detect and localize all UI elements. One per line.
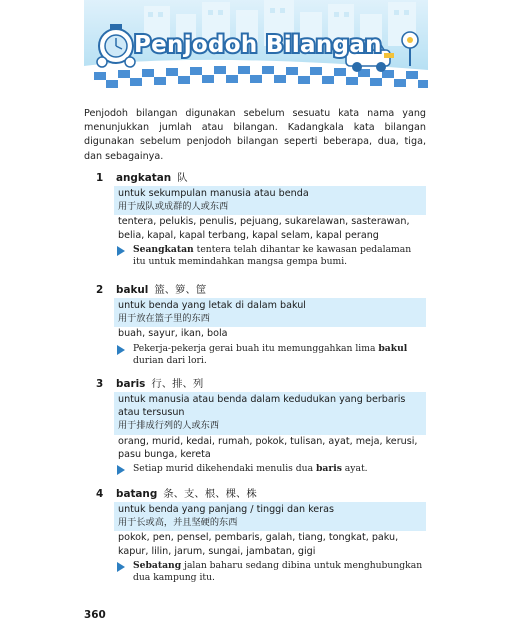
entry-word-row xyxy=(116,376,203,392)
sentence-bold: baris xyxy=(315,463,342,475)
examples: buah, sayur, ikan, bola xyxy=(118,328,228,340)
definition-malay: untuk sekumpulan manusia atau benda xyxy=(118,188,309,199)
definition-chinese: 用于放在篮子里的东西 xyxy=(118,313,210,325)
entry-heading xyxy=(84,282,430,298)
triangle-bullet-icon xyxy=(117,465,125,475)
triangle-bullet-icon xyxy=(117,246,125,256)
example-sentence xyxy=(114,463,426,476)
sentence-text: ayat. xyxy=(341,463,368,475)
entry-word-row xyxy=(116,282,206,298)
sentence-text: jalan baharu sedang dibina untuk menghubungkan dua kampung itu. xyxy=(133,559,423,584)
triangle-bullet-icon xyxy=(117,562,125,572)
title-banner xyxy=(84,0,428,92)
entry-angkatan xyxy=(84,170,430,269)
sentence-text: tentera telah dihantar ke kawasan pedalaman itu untuk memindahkan mangsa gempa bumi. xyxy=(133,243,412,268)
intro-paragraph: Penjodoh bilangan digunakan sebelum sesuatu kata nama yang menunjukkan jumlah atau bilangan. Kadangkala kata bilangan digunakan sebelum penjodoh bilangan seperti beberapa, dua, tiga, dan sebagainya. xyxy=(84,108,426,162)
example-sentence xyxy=(114,343,426,368)
page-title: Penjodoh Bilangan xyxy=(134,32,382,58)
definition-box xyxy=(114,502,426,531)
entry-word: angkatan xyxy=(116,172,172,184)
page-number: 360 xyxy=(84,609,106,621)
entry-chinese: 篮、箩、筐 xyxy=(154,284,207,296)
definition-box xyxy=(114,298,426,327)
entry-number: 1 xyxy=(96,172,104,184)
entry-word: bakul xyxy=(116,284,149,296)
entry-word: batang xyxy=(116,488,158,500)
sentence-text: durian dari lori. xyxy=(133,355,207,367)
examples: tentera, pelukis, penulis, pejuang, sukarelawan, sasterawan, belia, kapal, kapal terbang, kapal selam, kapal perang xyxy=(118,216,410,241)
triangle-bullet-icon xyxy=(117,345,125,355)
entry-word: baris xyxy=(116,378,146,390)
sentence-bold: bakul xyxy=(378,342,408,354)
definition-malay: untuk benda yang letak di dalam bakul xyxy=(118,300,306,311)
entry-chinese: 条、支、根、棵、株 xyxy=(163,488,257,500)
definition-chinese: 用于成队或成群的人或东西 xyxy=(118,201,229,213)
definition-chinese: 用于长或高，并且坚硬的东西 xyxy=(118,517,238,529)
definition-box xyxy=(114,392,426,435)
definition-malay: untuk benda yang panjang / tinggi dan keras xyxy=(118,504,335,515)
entry-number: 2 xyxy=(96,284,104,296)
entry-heading xyxy=(84,376,430,392)
entry-number: 4 xyxy=(96,488,104,500)
definition-box xyxy=(114,186,426,215)
sentence-bold: Sebatang xyxy=(133,559,182,571)
sentence-pre: Setiap murid dikehendaki menulis dua xyxy=(133,463,316,475)
entry-number: 3 xyxy=(96,378,104,390)
examples: pokok, pen, pensel, pembaris, galah, tiang, tongkat, paku, kapur, lilin, jarum, sungai, jambatan, gigi xyxy=(118,532,399,557)
entry-chinese: 队 xyxy=(177,172,188,184)
definition-chinese: 用于排成行列的人或东西 xyxy=(118,420,220,432)
entry-batang xyxy=(84,486,430,585)
definition-malay: untuk manusia atau benda dalam kedudukan yang berbaris atau tersusun xyxy=(118,394,406,419)
entry-word-row xyxy=(116,170,188,186)
entry-heading xyxy=(84,486,430,502)
example-sentence xyxy=(114,244,426,269)
sentence-pre: Pekerja-pekerja gerai buah itu memunggahkan lima xyxy=(133,342,379,354)
entry-bakul xyxy=(84,282,430,368)
entry-chinese: 行、排、列 xyxy=(151,378,204,390)
entry-heading xyxy=(84,170,430,186)
entry-baris xyxy=(84,376,430,476)
example-sentence xyxy=(114,560,426,585)
sentence-bold: Seangkatan xyxy=(133,243,194,255)
entry-word-row xyxy=(116,486,257,502)
examples: orang, murid, kedai, rumah, pokok, tulisan, ayat, meja, kerusi, pasu bunga, kereta xyxy=(118,435,418,460)
